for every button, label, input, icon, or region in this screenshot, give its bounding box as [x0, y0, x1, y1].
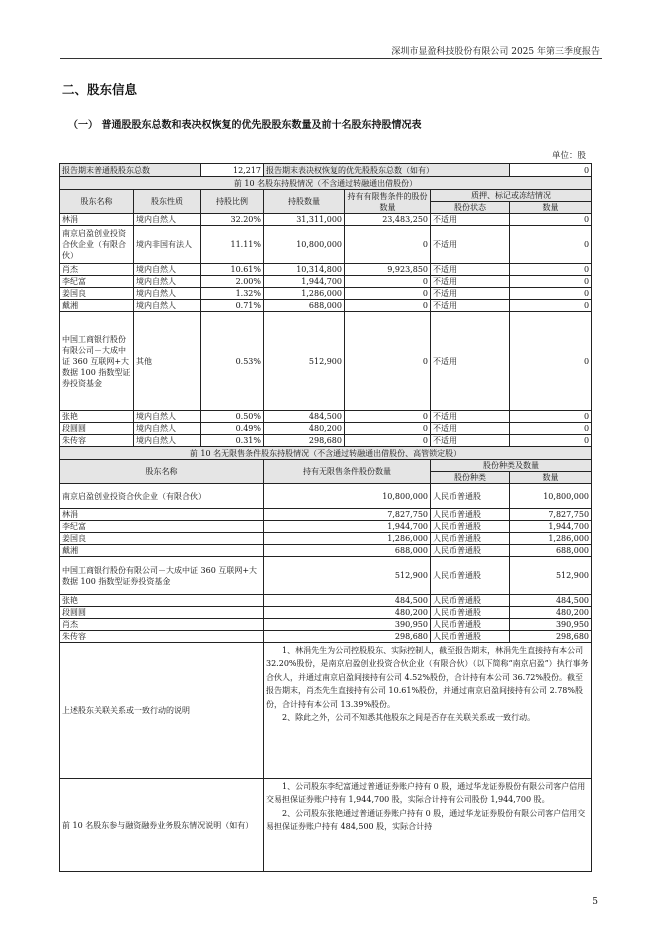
holding-ratio: 10.61%	[201, 264, 264, 276]
unrestricted-row	[60, 631, 592, 643]
pledge-count: 0	[510, 300, 592, 312]
restricted-qty: 0	[345, 226, 431, 264]
top10-row	[60, 276, 592, 288]
top10-row	[60, 226, 592, 264]
holding-ratio: 32.20%	[201, 214, 264, 226]
summary-row	[60, 164, 592, 177]
shareholder-name: 张艳	[60, 411, 134, 423]
unr-share-type: 人民币普通股	[431, 619, 510, 631]
top10-row	[60, 300, 592, 312]
unr-shareholder-name: 姜国良	[60, 533, 264, 545]
col-status: 股份状态	[431, 202, 510, 214]
shareholder-name: 戴湘	[60, 300, 134, 312]
unr-qty: 512,900	[264, 557, 431, 595]
col-pledge: 质押、标记或冻结情况	[431, 190, 592, 202]
unr-share-type: 人民币普通股	[431, 509, 510, 521]
unr-count: 7,827,750	[510, 509, 592, 521]
col-unr-qty: 持有无限售条件股份数量	[264, 460, 431, 484]
shareholder-name: 朱传容	[60, 435, 134, 447]
unr-qty: 10,800,000	[264, 484, 431, 509]
col-unr-count: 数量	[510, 472, 592, 484]
unit-label: 单位：股	[551, 151, 586, 161]
unrestricted-row	[60, 533, 592, 545]
holding-qty: 31,311,000	[264, 214, 345, 226]
shareholder-name: 林涓	[60, 214, 134, 226]
shareholder-name: 中国工商银行股份有限公司－大成中证 360 互联网+大数据 100 指数型证券投资基金	[60, 312, 134, 411]
unr-count: 298,680	[510, 631, 592, 643]
unr-count: 390,950	[510, 619, 592, 631]
unr-qty: 1,286,000	[264, 533, 431, 545]
shareholder-nature: 境内非国有法人	[134, 226, 201, 264]
top10-row	[60, 264, 592, 276]
unr-shareholder-name: 张艳	[60, 595, 264, 607]
pledge-status: 不适用	[431, 312, 510, 411]
unr-shareholder-name: 戴湘	[60, 545, 264, 557]
col-count: 数量	[510, 202, 592, 214]
report-header: 深圳市显盈科技股份有限公司 2025 年第三季度报告	[391, 47, 600, 57]
unrestricted-row	[60, 607, 592, 619]
holding-ratio: 0.49%	[201, 423, 264, 435]
shareholder-name: 段圆圆	[60, 423, 134, 435]
pledge-status: 不适用	[431, 288, 510, 300]
restricted-qty: 0	[345, 276, 431, 288]
shareholder-table-body	[60, 164, 592, 872]
holding-qty: 1,944,700	[264, 276, 345, 288]
holding-ratio: 1.32%	[201, 288, 264, 300]
restricted-qty: 0	[345, 312, 431, 411]
restricted-qty: 0	[345, 423, 431, 435]
sub-title: （一） 普通股股东总数和表决权恢复的优先股股东数量及前十名股东持股情况表	[68, 120, 422, 131]
unr-count: 512,900	[510, 557, 592, 595]
relation-label: 上述股东关联关系或一致行动的说明	[60, 643, 264, 779]
preferred-holders-value: 0	[510, 164, 592, 177]
unrestricted-title-row	[60, 447, 592, 460]
pledge-count: 0	[510, 214, 592, 226]
shareholder-table	[59, 163, 592, 872]
unr-shareholder-name: 南京启盈创业投资合伙企业（有限合伙）	[60, 484, 264, 509]
restricted-qty: 0	[345, 288, 431, 300]
pledge-status: 不适用	[431, 226, 510, 264]
holding-qty: 688,000	[264, 300, 345, 312]
unr-shareholder-name: 段圆圆	[60, 607, 264, 619]
pledge-count: 0	[510, 264, 592, 276]
unrestricted-row	[60, 509, 592, 521]
margin-text-1: 1、公司股东李纪富通过普通证券账户持有 0 股，通过华龙证券股份有限公司客户信用交易担保证券账户持有 1,944,700 股，实际合计持有公司股份 1,944,700 股。	[266, 782, 586, 805]
unr-qty: 298,680	[264, 631, 431, 643]
restricted-qty: 0	[345, 435, 431, 447]
unr-qty: 480,200	[264, 607, 431, 619]
unr-share-type: 人民币普通股	[431, 557, 510, 595]
unr-count: 480,200	[510, 607, 592, 619]
relation-row	[60, 643, 592, 779]
restricted-qty: 9,923,850	[345, 264, 431, 276]
unrestricted-row	[60, 521, 592, 533]
restricted-qty: 23,483,250	[345, 214, 431, 226]
top10-title-row	[60, 177, 592, 190]
restricted-qty: 0	[345, 300, 431, 312]
col-name: 股东名称	[60, 190, 134, 214]
pledge-count: 0	[510, 411, 592, 423]
holding-ratio: 0.50%	[201, 411, 264, 423]
margin-label: 前 10 名股东参与融资融券业务股东情况说明（如有）	[60, 779, 264, 872]
relation-text-2: 2、除此之外，公司不知悉其他股东之间是否存在关联关系或一致行动。	[282, 713, 536, 723]
unrestricted-row	[60, 545, 592, 557]
shareholder-name: 李纪富	[60, 276, 134, 288]
shareholder-name: 南京启盈创业投资合伙企业（有限合伙）	[60, 226, 134, 264]
margin-text-2: 2、公司股东张艳通过普通证券账户持有 0 股，通过华龙证券股份有限公司客户信用交易担保证券账户持有 484,500 股，实际合计持	[266, 808, 586, 832]
shareholder-nature: 境内自然人	[134, 411, 201, 423]
pledge-status: 不适用	[431, 300, 510, 312]
unr-share-type: 人民币普通股	[431, 533, 510, 545]
unr-count: 688,000	[510, 545, 592, 557]
top10-row	[60, 423, 592, 435]
pledge-count: 0	[510, 423, 592, 435]
shareholder-nature: 境内自然人	[134, 214, 201, 226]
shareholder-nature: 境内自然人	[134, 435, 201, 447]
unr-share-type: 人民币普通股	[431, 595, 510, 607]
col-restricted: 持有有限售条件的股份数量	[345, 190, 431, 214]
shareholder-nature: 境内自然人	[134, 276, 201, 288]
pledge-status: 不适用	[431, 214, 510, 226]
margin-row	[60, 779, 592, 872]
unr-share-type: 人民币普通股	[431, 545, 510, 557]
relation-text	[264, 643, 592, 779]
holding-ratio: 11.11%	[201, 226, 264, 264]
holding-qty: 298,680	[264, 435, 345, 447]
unr-shareholder-name: 肖杰	[60, 619, 264, 631]
col-ratio: 持股比例	[201, 190, 264, 214]
holding-ratio: 0.31%	[201, 435, 264, 447]
unrestricted-row	[60, 595, 592, 607]
top10-row	[60, 312, 592, 411]
holding-ratio: 0.53%	[201, 312, 264, 411]
page-number: 5	[592, 897, 598, 907]
section-title: 二、股东信息	[62, 82, 138, 97]
holding-qty: 480,200	[264, 423, 345, 435]
shareholder-nature: 境内自然人	[134, 423, 201, 435]
top10-row	[60, 411, 592, 423]
unr-qty: 1,944,700	[264, 521, 431, 533]
unr-qty: 688,000	[264, 545, 431, 557]
col-qty: 持股数量	[264, 190, 345, 214]
col-unr-name: 股东名称	[60, 460, 264, 484]
holding-qty: 10,314,800	[264, 264, 345, 276]
shareholder-name: 肖杰	[60, 264, 134, 276]
pledge-status: 不适用	[431, 276, 510, 288]
unr-count: 1,944,700	[510, 521, 592, 533]
unr-share-type: 人民币普通股	[431, 607, 510, 619]
unrestricted-row	[60, 619, 592, 631]
shareholder-nature: 境内自然人	[134, 264, 201, 276]
shareholder-name: 姜国良	[60, 288, 134, 300]
pledge-status: 不适用	[431, 411, 510, 423]
pledge-count: 0	[510, 226, 592, 264]
top10-title: 前 10 名股东持股情况（不含通过转融通出借股份）	[60, 177, 592, 190]
relation-text-1: 1、林涓先生为公司控股股东、实际控制人，截至报告期末，林涓先生直接持有本公司 32.20%股份，是南京启盈创业投资合伙企业（有限合伙）（以下简称“南京启盈”）执行事务合伙人，并通过南京启盈间接持有公司 4.52%股份，合计持有本公司 36.72%股份。截至报告期末，肖杰先生直接持有公司 10.61%股份，并通过南京启盈间接持有公司 2.78%股份，合计持有本公司 13.39%股份。	[266, 646, 589, 709]
unr-share-type: 人民币普通股	[431, 631, 510, 643]
unr-count: 10,800,000	[510, 484, 592, 509]
holding-qty: 1,286,000	[264, 288, 345, 300]
unr-shareholder-name: 中国工商银行股份有限公司－大成中证 360 互联网+大数据 100 指数型证券投资基金	[60, 557, 264, 595]
pledge-count: 0	[510, 435, 592, 447]
unrestricted-row	[60, 557, 592, 595]
unr-share-type: 人民币普通股	[431, 484, 510, 509]
unr-shareholder-name: 林涓	[60, 509, 264, 521]
total-holders-label: 报告期末普通股股东总数	[60, 164, 201, 177]
unr-count: 1,286,000	[510, 533, 592, 545]
top10-row	[60, 214, 592, 226]
pledge-count: 0	[510, 276, 592, 288]
unr-qty: 390,950	[264, 619, 431, 631]
unrestricted-header-row	[60, 460, 592, 472]
unr-share-type: 人民币普通股	[431, 521, 510, 533]
holding-qty: 10,800,000	[264, 226, 345, 264]
col-nature: 股东性质	[134, 190, 201, 214]
shareholder-nature: 境内自然人	[134, 288, 201, 300]
total-holders-value: 12,217	[201, 164, 264, 177]
restricted-qty: 0	[345, 411, 431, 423]
preferred-holders-label: 报告期末表决权恢复的优先股股东总数（如有）	[264, 164, 510, 177]
holding-ratio: 2.00%	[201, 276, 264, 288]
margin-text	[264, 779, 592, 872]
unrestricted-row	[60, 484, 592, 509]
unr-qty: 7,827,750	[264, 509, 431, 521]
shareholder-nature: 境内自然人	[134, 300, 201, 312]
holding-qty: 484,500	[264, 411, 345, 423]
pledge-status: 不适用	[431, 435, 510, 447]
pledge-status: 不适用	[431, 264, 510, 276]
top10-row	[60, 435, 592, 447]
unrestricted-title: 前 10 名无限售条件股东持股情况（不含通过转融通出借股份、高管锁定股）	[60, 447, 592, 460]
col-unr-type-qty: 股份种类及数量	[431, 460, 592, 472]
unr-shareholder-name: 朱传容	[60, 631, 264, 643]
shareholder-nature: 其他	[134, 312, 201, 411]
header-divider	[60, 58, 602, 59]
top10-header-row	[60, 190, 592, 202]
pledge-status: 不适用	[431, 423, 510, 435]
unr-count: 484,500	[510, 595, 592, 607]
pledge-count: 0	[510, 312, 592, 411]
unr-shareholder-name: 李纪富	[60, 521, 264, 533]
pledge-count: 0	[510, 288, 592, 300]
unr-qty: 484,500	[264, 595, 431, 607]
top10-row	[60, 288, 592, 300]
col-unr-type: 股份种类	[431, 472, 510, 484]
holding-qty: 512,900	[264, 312, 345, 411]
holding-ratio: 0.71%	[201, 300, 264, 312]
